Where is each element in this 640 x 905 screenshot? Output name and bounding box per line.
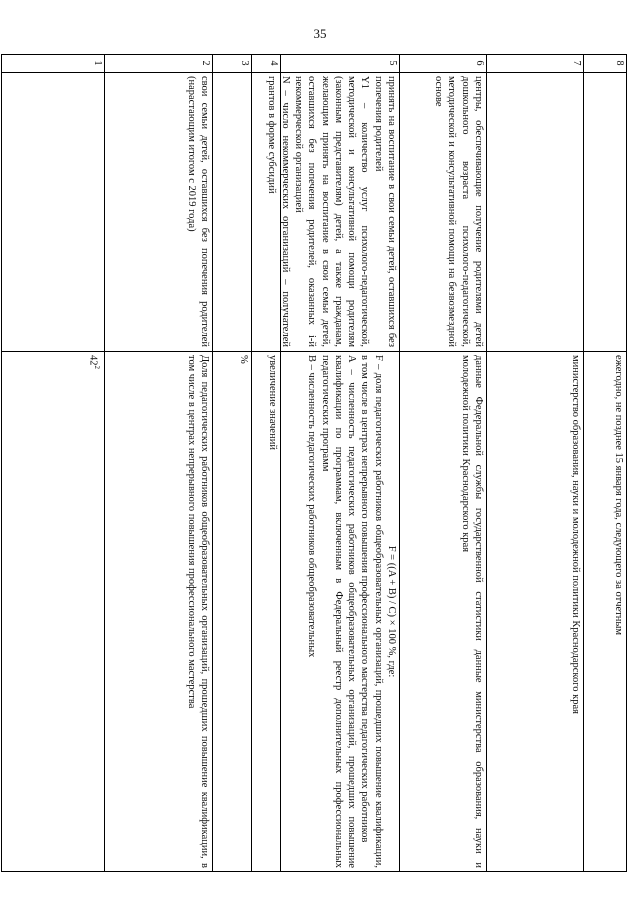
indicator-name: Доля педагогических работников общеобразовательных организаций, прошедших повышение квалификации, в том числе в центрах непрерывного повышения профессионального мастерства bbox=[185, 355, 210, 868]
col-divider bbox=[280, 54, 281, 872]
col-divider bbox=[251, 54, 252, 872]
definition: A – численность педагогических работников общеобразовательных организаций, прошедших повышение квалификации по программам, включенным в Федеральный реестр дополнительных профессиональных педагогических программ bbox=[319, 355, 358, 868]
formula: F = ((A + B) / C) × 100 %, где: bbox=[386, 545, 397, 678]
col-header-3: 3 bbox=[239, 60, 250, 66]
indicators-table bbox=[1, 54, 627, 872]
col-divider bbox=[486, 54, 487, 872]
cont-col5-line: N – число некоммерческих организаций – получателей грантов в форме субсидий bbox=[266, 76, 291, 347]
col-divider bbox=[583, 54, 584, 872]
col-header-8: 8 bbox=[614, 60, 625, 66]
col-header-5: 5 bbox=[387, 60, 398, 66]
col-header-7: 7 bbox=[571, 60, 582, 66]
page-number: 35 bbox=[313, 26, 327, 41]
cont-col2: свои семьи детей, оставшихся без попечения родителей (нарастающим итогом с 2019 года) bbox=[185, 76, 210, 347]
col-header-4: 4 bbox=[268, 60, 279, 66]
definition: B – численность педагогических работников общеобразовательных bbox=[306, 355, 318, 658]
row-number-sup: 2 bbox=[93, 365, 101, 369]
trend: увеличение значений bbox=[267, 355, 278, 450]
col-header-1: 1 bbox=[92, 60, 103, 66]
table-border bbox=[1, 54, 627, 872]
unit: % bbox=[238, 355, 249, 364]
deadline: ежегодно, не позднее 15 января года, следующего за отчетным bbox=[613, 355, 624, 636]
source: данные Федеральной службы государственной статистики данные министерства образования, науки и молодежной политики Краснодарского края bbox=[459, 355, 484, 868]
cont-col5-line: принять на воспитание в свои семьи детей, оставшихся без попечения родителей bbox=[372, 76, 397, 347]
responsible: министерство образования, науки и молодежной политики Краснодарского края bbox=[570, 355, 581, 714]
row-divider bbox=[1, 351, 627, 352]
col-divider bbox=[212, 54, 213, 872]
row-number-main: 42 bbox=[87, 355, 99, 366]
cont-col5-line: Y1 – количество услуг психолого-педагогической, методической и консультативной помощи родителям (законным представителям) детей, а также гражданам, желающим принять на воспитание в свои семьи детей, оставшихся без попечения родителей, оказанных i-й некоммерческой организацией bbox=[292, 76, 371, 347]
col-header-2: 2 bbox=[200, 60, 211, 66]
col-header-6: 6 bbox=[474, 60, 485, 66]
definition: F – доля педагогических работников общеобразовательных организаций, прошедших повышение квалификации, в том числе в центрах непрерывного повышения профессионального мастерства педагогических работников bbox=[359, 355, 384, 868]
cont-col6: центры, обеспечивающие получение родителями детей дошкольного возраста психолого-педагогической, методической и консультативной помощи на безвозмездной основе bbox=[433, 76, 484, 347]
col-divider bbox=[399, 54, 400, 872]
col-divider bbox=[104, 54, 105, 872]
header-row-divider bbox=[1, 72, 627, 73]
